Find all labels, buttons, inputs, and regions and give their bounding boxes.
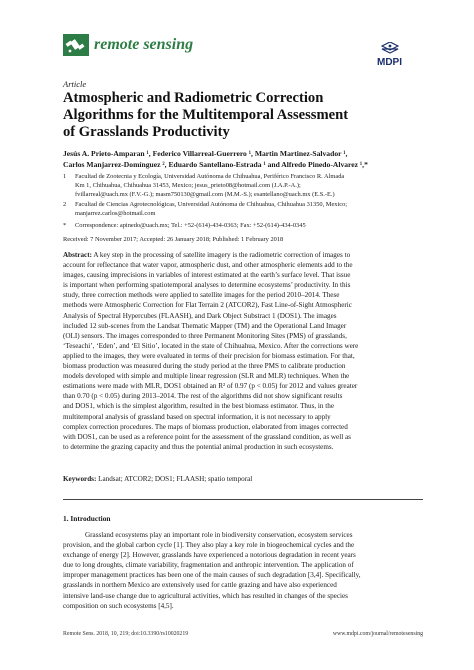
paper-title <box>63 90 423 141</box>
author-line: Jesús A. Prieto-Amparan ¹, Federico Villarreal-Guerrero ¹, Martin Martinez-Salvador ¹, <box>63 149 348 158</box>
citation-footer: Remote Sens. 2018, 10, 219; doi:10.3390/rs10020219 <box>63 631 189 637</box>
keywords-list: Landsat; ATCOR2; DOS1; FLAASH; spatio temporal <box>98 475 253 483</box>
publisher-name: MDPI <box>377 57 402 68</box>
affiliation-line[interactable]: Km 1, Chihuahua, Chihuahua 31453, Mexico; jesus_prieto08@hotmail.com (J.A.P.-A.); <box>75 182 301 190</box>
intro-line: grasslands in northern Mexico are extensively used for cattle grazing and have also experienced <box>63 581 337 590</box>
section-divider <box>63 499 423 500</box>
abstract-line: to determine the grazing capacity and thus the potential animal production in such ecosystems. <box>63 442 334 451</box>
abstract-line: included 12 sub-scenes from the Landsat Thematic Mapper (TM) and the Operational Land Imager <box>63 321 347 330</box>
abstract-line: ‘Teseachi’, ‘Eden’, and ‘El Sitio’, located in the state of Chihuahua, Mexico. After the corrections were <box>63 341 359 350</box>
intro-line: Grassland ecosystems play an important role in biodiversity conservation, ecosystem services <box>85 531 353 539</box>
abstract-line: applied to the images, they were evaluated in terms of their precision for biomass estimation. For that, <box>63 351 355 360</box>
publication-dates: Received: 7 November 2017; Accepted: 26 January 2018; Published: 1 February 2018 <box>63 236 284 243</box>
title-line: Algorithms for the Multitemporal Assessment <box>63 107 349 123</box>
abstract-label: Abstract: <box>63 251 92 259</box>
affiliation-line: Facultad de Ciencias Agrotecnológicas, Universidad Autónoma de Chihuahua, Chihuahua 31350, Mexico; <box>75 201 348 208</box>
journal-name: remote sensing <box>94 36 194 53</box>
abstract-line: A key step in the processing of satellite imagery is the radiometric correction of images to <box>93 251 351 259</box>
author-line: Carlos Manjarrez-Domínguez ², Eduardo Santellano-Estrada ¹ and Alfredo Pinedo-Alvarez ¹,* <box>63 160 368 169</box>
affiliation-line[interactable]: fvillarreal@uach.mx (F.V.-G.); masm750130@gmail.com (M.M.-S.); esantellano@uach.mx (E.S.-E.) <box>75 191 335 199</box>
affiliation <box>63 200 425 218</box>
affiliation <box>63 172 425 199</box>
author-list <box>63 148 423 170</box>
correspondence-mark: * <box>63 222 67 229</box>
affiliation-line: Facultad de Zootecnia y Ecología, Universidad Autónoma de Chihuahua, Periférico Francisco R. Almada <box>75 173 345 180</box>
abstract <box>63 250 423 452</box>
section-heading: 1. Introduction <box>63 514 111 523</box>
intro-line: intensive land-use change due to agricultural activities, which has resulted in changes of the species <box>63 591 348 600</box>
keywords-label: Keywords: <box>63 475 97 483</box>
journal-logo-icon <box>63 34 89 56</box>
intro-line: improper management practices has been one of the main causes of such degradation [3,4]. Specifically, <box>63 571 361 580</box>
affiliation-line[interactable]: manjarrez.carlos@hotmail.com <box>75 210 156 218</box>
abstract-line: multitemporal analysis of grassland based on spectral information, it is not necessary to apply <box>63 412 331 421</box>
abstract-line: biomass production was measured during the study period at the three PMS to calibrate production <box>63 362 346 371</box>
intro-line: exchange of energy [2]. However, grasslands have experienced a notorious degradation in recent years <box>63 551 356 560</box>
affiliation-mark: 1 <box>63 173 67 180</box>
abstract-line: complex correction procedures. The maps of biomass production, elaborated from images corrected <box>63 422 348 431</box>
abstract-line: methods were Atmospheric Correction for Flat Terrain 2 (ATCOR2), Fast Line-of-Sight Atmospheric <box>63 301 352 310</box>
publisher-brand[interactable] <box>377 42 402 68</box>
abstract-line: study, three correction methods were applied to satellite images for the period 2010–2014. These <box>63 291 340 300</box>
journal-brand[interactable] <box>63 33 193 57</box>
intro-line: composition on such ecosystems [4,5]. <box>63 601 174 610</box>
intro-line: due to long droughts, climate variability, fragmentation and anthropic intervention. The application of <box>63 561 354 570</box>
mdpi-logo-icon <box>381 42 399 56</box>
abstract-line: estimations were made with MLR, DOS1 obtained an R² of 0.97 (p < 0.05) for 2012 and values greater <box>63 382 358 391</box>
abstract-line: and DOS1, which is the simplest algorithm, resulted in the best biomass estimator. Thus, in the <box>63 402 334 411</box>
abstract-line: with DOS1, can be used as a reference point for the assessment of the grassland condition, as well as <box>63 432 351 441</box>
abstract-line: (OLI) sensors. The images corresponded to three Permanent Monitoring Sites (PMS) of grasslands, <box>63 331 347 340</box>
title-line: of Grasslands Productivity <box>63 124 230 140</box>
introduction-text <box>63 530 423 611</box>
journal-url-link[interactable]: www.mdpi.com/journal/remotesensing <box>332 631 423 637</box>
intro-line: provision, and the global carbon cycle [1]. They also play a key role in biogeochemical cycles and the <box>63 541 355 550</box>
title-line: Atmospheric and Radiometric Correction <box>63 90 324 106</box>
article-type: Article <box>63 79 87 89</box>
abstract-line: is important when performing spatiotemporal analyses to determine ecosystems’ productivity. In this <box>63 281 351 290</box>
abstract-line: images, causing imprecisions in variables of interest estimated at the earth’s surface level. That issue <box>63 271 351 280</box>
abstract-line: Analysis of Spectral Hypercubes (FLAASH), and Dark Object Substract 1 (DOS1). The images <box>63 311 337 320</box>
correspondence <box>63 221 425 230</box>
keywords <box>63 475 252 483</box>
abstract-line: models developed with simple and multiple linear regression (SLR and MLR) techniques. When the <box>63 372 350 381</box>
correspondence-line[interactable]: Correspondence: apinedo@uach.mx; Tel.: +52-(614)-434-0363; Fax: +52-(614)-434-0345 <box>75 222 306 229</box>
abstract-line: account for reflectance that water vapor, atmospheric dust, and other atmospheric elements add to the <box>63 261 353 270</box>
abstract-line: than 0.70 (p < 0.05) during 2013–2014. The rest of the algorithms did not show significant results <box>63 392 343 401</box>
affiliation-mark: 2 <box>63 201 67 208</box>
